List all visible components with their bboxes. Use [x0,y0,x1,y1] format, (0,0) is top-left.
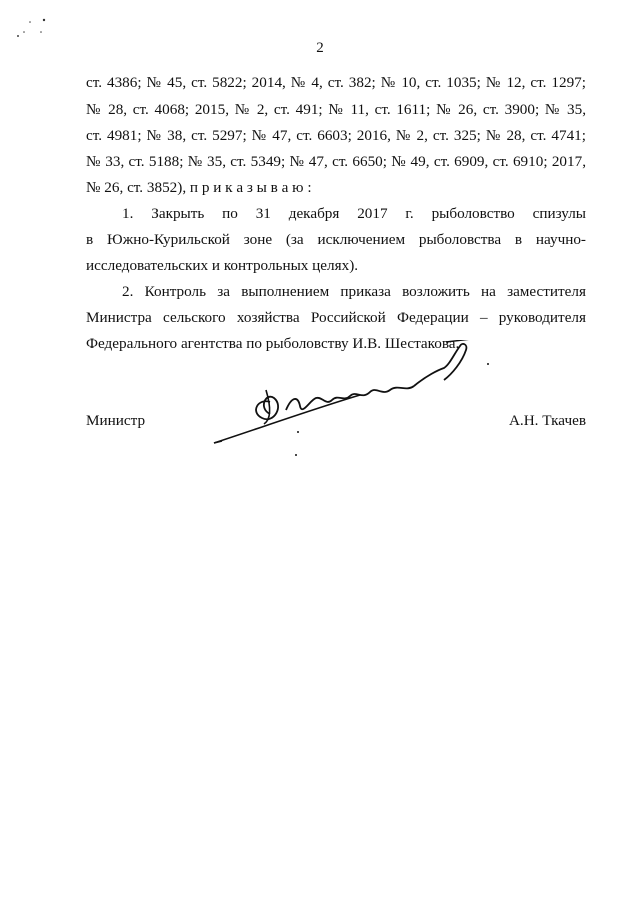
page-number: 2 [316,40,324,56]
item-2-line: 2. Контроль за выполнением приказа возложить на заместителя [122,283,586,300]
body-line: ст. 4386; № 45, ст. 5822; 2014, № 4, ст. 382; № 10, ст. 1035; № 12, ст. 1297; [86,74,586,91]
order-phrase-line: № 26, ст. 3852), п р и к а з ы в а ю : [86,179,312,196]
item-2-line: Министра сельского хозяйства Российской Федерации – руководителя [86,309,586,326]
signatory-name: А.Н. Ткачев [508,412,586,429]
body-line: № 28, ст. 4068; 2015, № 2, ст. 491; № 11, ст. 1611; № 26, ст. 3900; № 35, [86,101,586,118]
body-line: № 33, ст. 5188; № 35, ст. 5349; № 47, ст. 6650; № 49, ст. 6909, ст. 6910; 2017, [86,153,586,170]
body-line: ст. 4981; № 38, ст. 5297; № 47, ст. 6603; 2016, № 2, ст. 325; № 28, ст. 4741; [86,127,586,144]
item-1-line: 1. Закрыть по 31 декабря 2017 г. рыболовство спизулы [122,205,586,222]
handwritten-signature [200,340,500,460]
item-2-line: Федерального агентства по рыболовству И.В. Шестакова. [86,335,460,352]
item-1-line: исследовательских и контрольных целях). [86,257,359,274]
item-1-line: в Южно-Курильской зоне (за исключением рыболовства в научно- [86,231,586,248]
signatory-title: Министр [86,412,146,429]
